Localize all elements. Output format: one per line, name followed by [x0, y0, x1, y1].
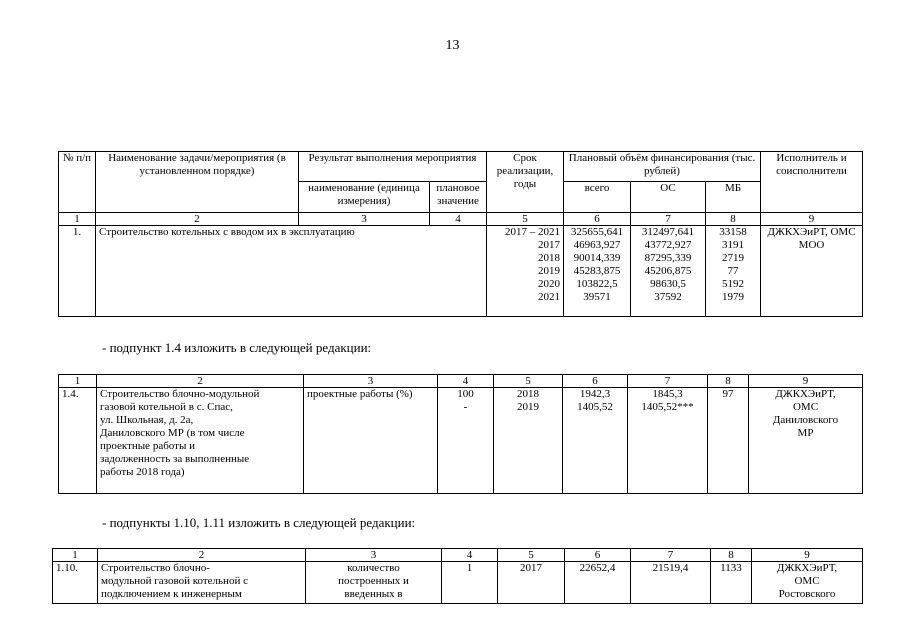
col-number: 9 — [749, 375, 863, 388]
row-executor: ДЖКХЭиРТ, ОМС МОО — [761, 226, 863, 317]
header-term: Срок реализации, годы — [487, 152, 564, 213]
col-number: 1 — [53, 549, 98, 562]
row-years: 2018 2019 — [494, 388, 563, 494]
row-total: 325655,641 46963,927 90014,339 45283,875 103822,5 39571 — [564, 226, 631, 317]
table-row — [53, 562, 863, 604]
row-task: Строительство котельных с вводом их в эксплуатацию — [96, 226, 487, 317]
header-result: Результат выполнения мероприятия — [299, 152, 487, 182]
row-year: 2017 — [498, 562, 565, 604]
col-number: 8 — [706, 213, 761, 226]
col-number: 4 — [430, 213, 487, 226]
row-total: 22652,4 — [565, 562, 631, 604]
header-result-name: наименование (единица измерения) — [299, 182, 430, 213]
col-number: 9 — [761, 213, 863, 226]
col-number: 6 — [563, 375, 628, 388]
col-number: 5 — [494, 375, 563, 388]
col-number: 5 — [498, 549, 565, 562]
row-task: Строительство блочно- модульной газовой котельной с подключением к инженерным — [98, 562, 306, 604]
header-total: всего — [564, 182, 631, 213]
row-plan: 100 - — [438, 388, 494, 494]
col-number: 6 — [565, 549, 631, 562]
col-number: 4 — [438, 375, 494, 388]
col-number: 3 — [299, 213, 430, 226]
header-mb: МБ — [706, 182, 761, 213]
col-number: 3 — [304, 375, 438, 388]
header-num: № п/п — [59, 152, 96, 213]
row-result: количество построенных и введенных в — [306, 562, 442, 604]
header-os: ОС — [631, 182, 706, 213]
row-os: 1845,3 1405,52*** — [628, 388, 708, 494]
row-plan: 1 — [442, 562, 498, 604]
header-financing: Плановый объём финансирования (тыс. рублей) — [564, 152, 761, 182]
row-mb: 97 — [708, 388, 749, 494]
row-mb: 1133 — [711, 562, 752, 604]
note-subitem-1-4: - подпункт 1.4 изложить в следующей редакции: — [102, 340, 372, 355]
table-subitem-1-4 — [58, 374, 863, 494]
row-num: 1.10. — [53, 562, 98, 604]
col-number: 8 — [711, 549, 752, 562]
main-table — [58, 151, 863, 317]
table-row — [59, 388, 863, 494]
col-number: 7 — [631, 549, 711, 562]
row-os: 21519,4 — [631, 562, 711, 604]
row-executor: ДЖКХЭиРТ, ОМС Ростовского — [752, 562, 863, 604]
col-number: 4 — [442, 549, 498, 562]
col-number: 9 — [752, 549, 863, 562]
table-row — [59, 226, 863, 317]
row-mb: 33158 3191 2719 77 5192 1979 — [706, 226, 761, 317]
col-number: 7 — [631, 213, 706, 226]
row-executor: ДЖКХЭиРТ, ОМС Даниловского МР — [749, 388, 863, 494]
col-number: 1 — [59, 375, 97, 388]
header-task: Наименование задачи/мероприятия (в установленном порядке) — [96, 152, 299, 213]
row-os: 312497,641 43772,927 87295,339 45206,875 98630,5 37592 — [631, 226, 706, 317]
col-number: 6 — [564, 213, 631, 226]
col-number: 2 — [96, 213, 299, 226]
col-number: 7 — [628, 375, 708, 388]
row-result-name: проектные работы (%) — [304, 388, 438, 494]
row-years: 2017 – 2021 2017 2018 2019 2020 2021 — [487, 226, 564, 317]
row-num: 1. — [59, 226, 96, 317]
header-result-plan: плановое значение — [430, 182, 487, 213]
col-number: 5 — [487, 213, 564, 226]
col-number: 1 — [59, 213, 96, 226]
col-number: 8 — [708, 375, 749, 388]
row-task: Строительство блочно-модульной газовой котельной в с. Спас, ул. Школьная, д. 2а, Даниловского МР (в том числе проектные работы и задолженность за выполненные работы 2018 года) — [97, 388, 304, 494]
col-number: 2 — [98, 549, 306, 562]
page-number: 13 — [445, 38, 460, 53]
table-subitem-1-10 — [52, 548, 863, 604]
row-total: 1942,3 1405,52 — [563, 388, 628, 494]
col-number: 3 — [306, 549, 442, 562]
note-subitems-1-10-1-11: - подпункты 1.10, 1.11 изложить в следующей редакции: — [102, 515, 416, 530]
header-executor: Исполнитель и соисполнители — [761, 152, 863, 213]
row-num: 1.4. — [59, 388, 97, 494]
col-number: 2 — [97, 375, 304, 388]
